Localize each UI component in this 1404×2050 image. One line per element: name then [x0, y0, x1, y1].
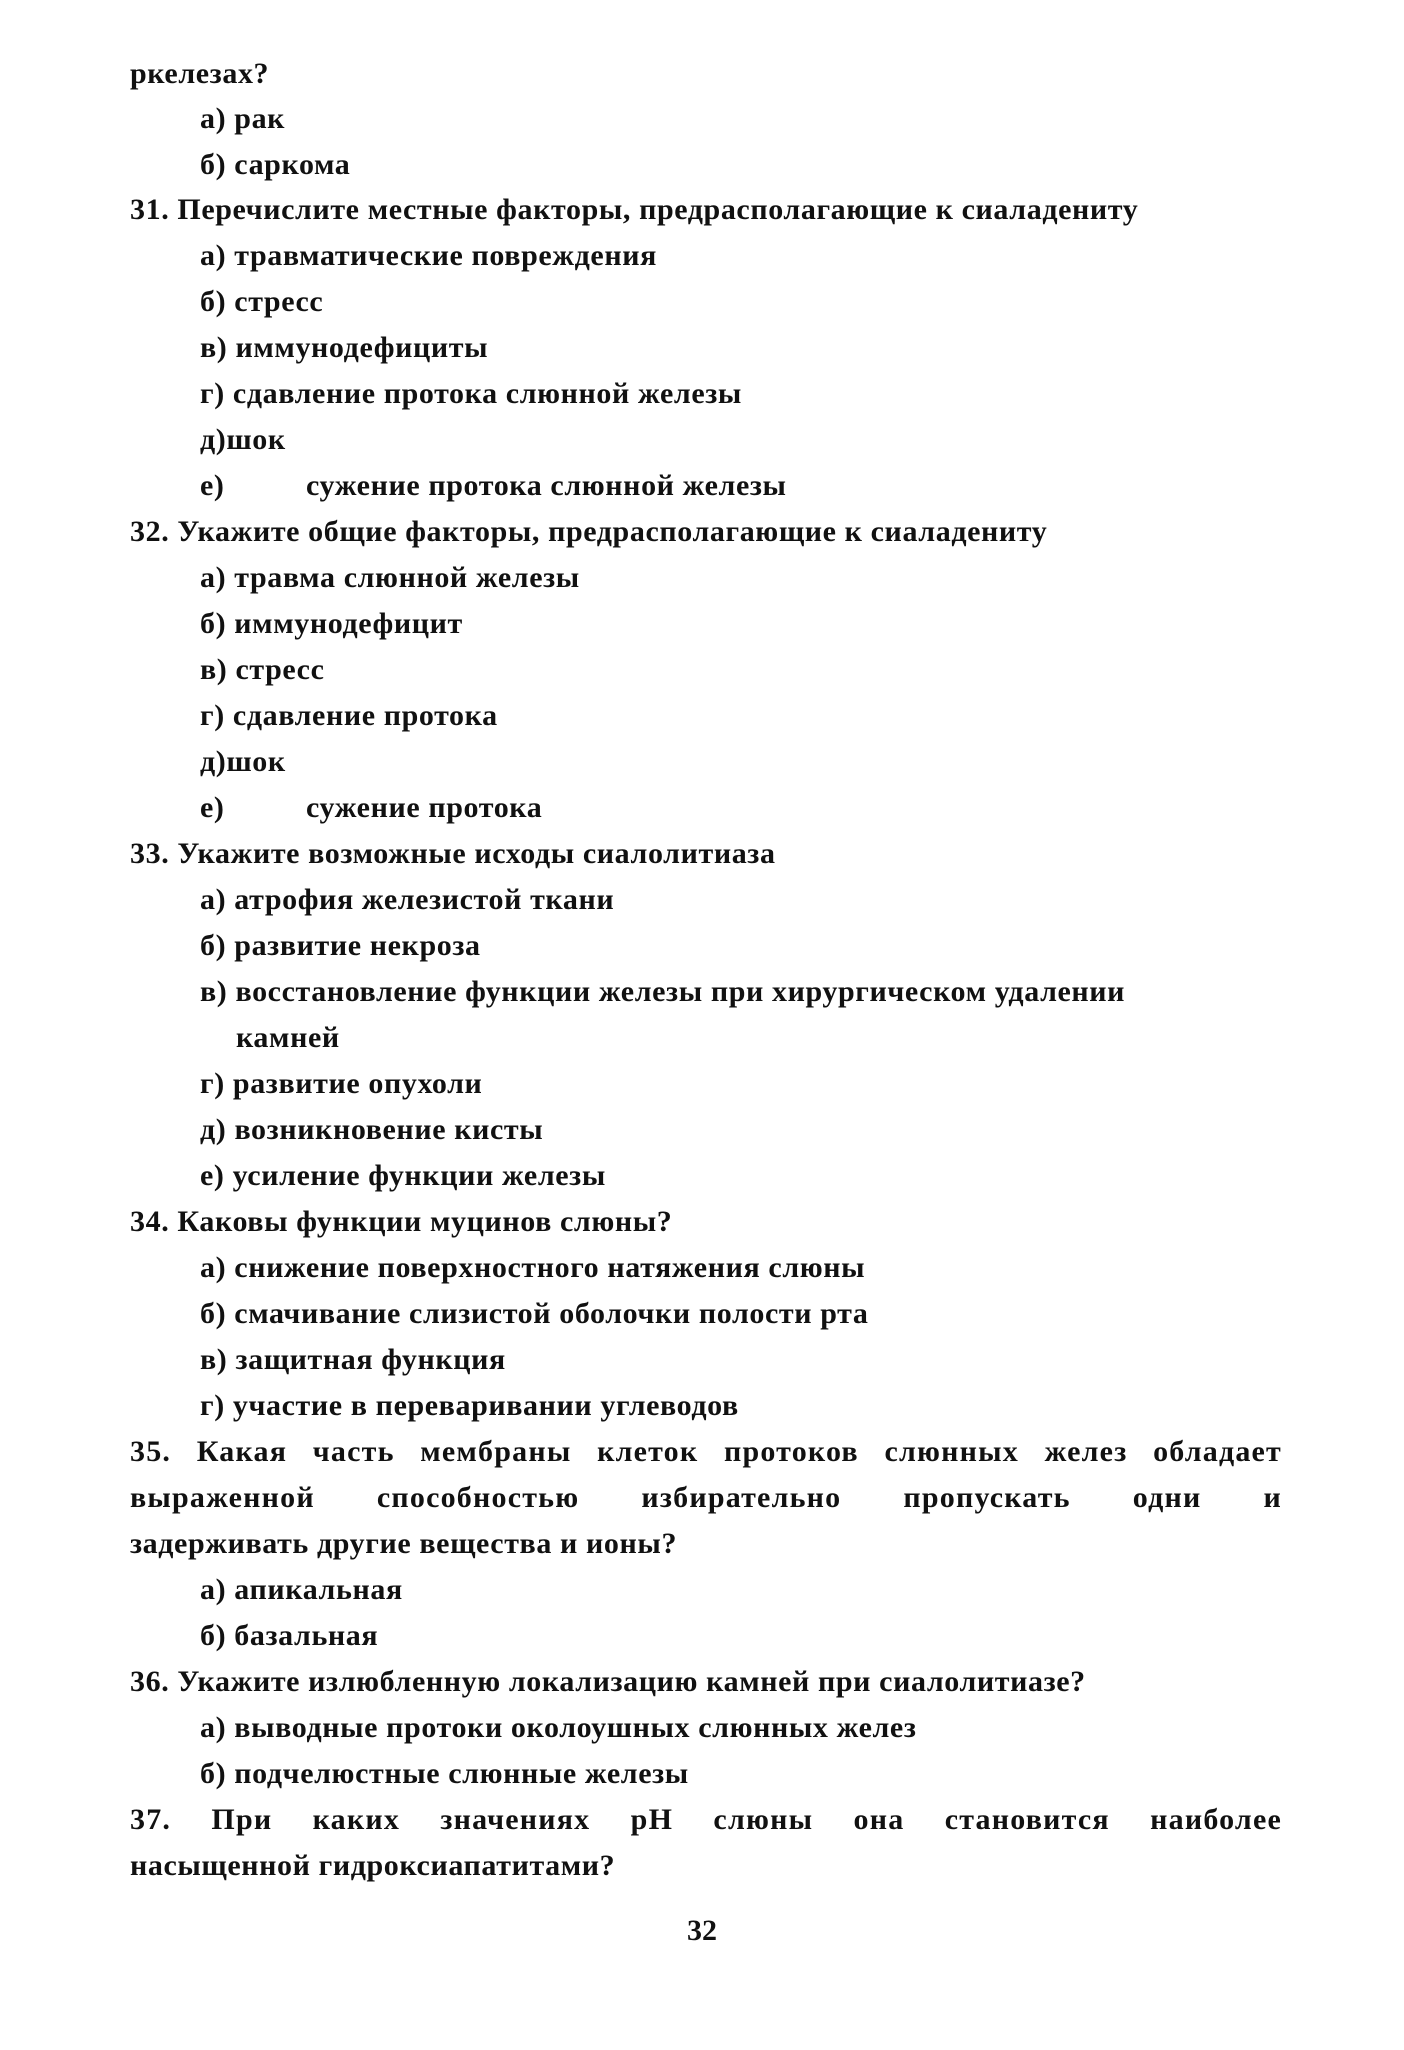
answer-option: д)шок: [200, 745, 286, 778]
question-35-line-3: задерживать другие вещества и ионы?: [130, 1527, 678, 1560]
answer-option: а) травма слюнной железы: [200, 561, 580, 594]
answer-option: д)шок: [200, 423, 286, 456]
answer-option: б) саркома: [200, 148, 351, 181]
answer-option: а) рак: [200, 102, 286, 135]
answer-option-text: сужение протока: [306, 791, 543, 824]
answer-option: г) участие в переваривании углеводов: [200, 1389, 739, 1422]
answer-option: б) подчелюстные слюнные железы: [200, 1757, 689, 1790]
answer-option: д) возникновение кисты: [200, 1113, 544, 1146]
answer-option: в) восстановление функции железы при хирургическом удалении: [200, 975, 1126, 1008]
answer-option: б) смачивание слизистой оболочки полости рта: [200, 1297, 869, 1330]
answer-option: е) усиление функции железы: [200, 1159, 606, 1192]
answer-option-continuation-text: камней: [236, 1021, 340, 1054]
answer-option-text: сужение протока слюнной железы: [306, 469, 787, 502]
answer-option: а) снижение поверхностного натяжения слюны: [200, 1251, 866, 1284]
question-37-line-2: насыщенной гидроксиапатитами?: [130, 1849, 616, 1882]
answer-option: [200, 468, 787, 504]
question-35-line-2: выраженной способностью избирательно пропускать одни и: [130, 1481, 1282, 1514]
answer-option: а) атрофия железистой ткани: [200, 883, 615, 916]
question-32: 32. Укажите общие факторы, предрасполагающие к сиаладениту: [130, 515, 1048, 548]
answer-option: б) иммунодефицит: [200, 607, 463, 640]
answer-option-continuation: [236, 1020, 340, 1056]
answer-option: г) развитие опухоли: [200, 1067, 483, 1100]
answer-option: а) травматические повреждения: [200, 239, 657, 272]
answer-option: в) иммунодефициты: [200, 331, 489, 364]
question-37: 37. При каких значениях pH слюны она становится наиболее: [130, 1803, 1282, 1836]
answer-option: в) защитная функция: [200, 1343, 506, 1376]
question-34: 34. Каковы функции муцинов слюны?: [130, 1205, 673, 1238]
answer-option: а) апикальная: [200, 1573, 403, 1606]
answer-option: г) сдавление протока слюнной железы: [200, 377, 742, 410]
answer-option: [200, 790, 542, 826]
text-line-continuation: ркелезах?: [130, 57, 270, 90]
question-36: 36. Укажите излюбленную локализацию камней при сиалолитиазе?: [130, 1665, 1086, 1698]
answer-option-label: е): [200, 791, 225, 824]
answer-option-label: е): [200, 469, 225, 502]
answer-option: б) стресс: [200, 285, 324, 318]
answer-option: б) базальная: [200, 1619, 379, 1652]
question-31: 31. Перечислите местные факторы, предрасполагающие к сиаладениту: [130, 193, 1139, 226]
answer-option: б) развитие некроза: [200, 929, 481, 962]
question-33: 33. Укажите возможные исходы сиалолитиаза: [130, 837, 776, 870]
answer-option: а) выводные протоки околоушных слюнных желез: [200, 1711, 917, 1744]
answer-option: в) стресс: [200, 653, 325, 686]
page-number: 32: [687, 1914, 717, 1947]
question-35: 35. Какая часть мембраны клеток протоков слюнных желез обладает: [130, 1435, 1282, 1468]
answer-option: г) сдавление протока: [200, 699, 498, 732]
